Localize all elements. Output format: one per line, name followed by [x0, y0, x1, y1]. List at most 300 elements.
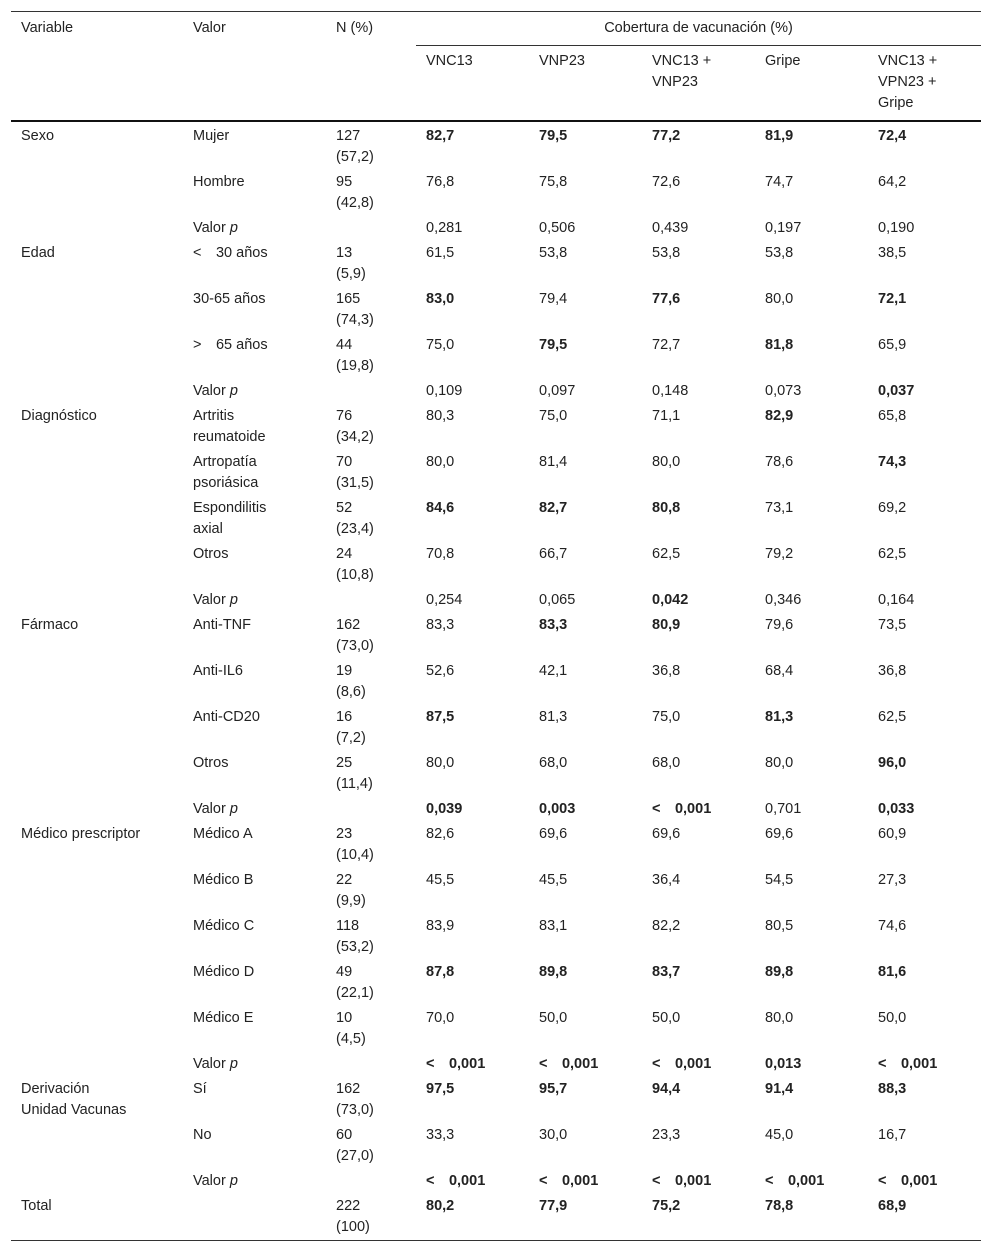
cell-vnc13: 33,3 — [426, 1127, 455, 1143]
cell-n — [326, 1077, 416, 1123]
cell-valor — [183, 1006, 326, 1052]
cell-all: < 0,001 — [878, 1173, 938, 1189]
valor-label-line2: psoriásica — [193, 475, 259, 491]
table-row — [11, 914, 981, 960]
n-count: 49 — [336, 964, 353, 980]
n-count: 222 — [336, 1198, 361, 1214]
cell-vnp23: 30,0 — [539, 1127, 568, 1143]
cell-variable — [11, 1052, 183, 1077]
cell-vnc13: 70,0 — [426, 1010, 455, 1026]
cell-n — [326, 241, 416, 287]
n-count: 70 — [336, 454, 353, 470]
cell-gripe: 78,6 — [765, 454, 794, 470]
cell-vnc13: 70,8 — [426, 546, 455, 562]
cell-vnc13-vnp23: 80,0 — [652, 454, 681, 470]
cell-vnc13: 45,5 — [426, 872, 455, 888]
cell-variable — [11, 1123, 183, 1169]
cell-vnc13-vnp23: 75,0 — [652, 709, 681, 725]
variable-label: Total — [21, 1198, 52, 1214]
cell-all: 72,4 — [878, 128, 907, 144]
cell-variable — [11, 659, 183, 705]
n-count: 60 — [336, 1127, 353, 1143]
n-count: 16 — [336, 709, 353, 725]
table-header — [11, 12, 981, 122]
cell-gripe: 91,4 — [765, 1081, 794, 1097]
valor-label: Artropatía — [193, 454, 257, 470]
col-header-vnp23: VNP23 — [539, 53, 585, 69]
cell-vnp23: 45,5 — [539, 872, 568, 888]
cell-vnp23: 0,506 — [539, 220, 576, 236]
p-value-row — [11, 379, 981, 404]
p-value-row — [11, 1169, 981, 1194]
table-row — [11, 960, 981, 1006]
cell-all: 64,2 — [878, 174, 907, 190]
table-row — [11, 450, 981, 496]
cell-valor — [183, 797, 326, 822]
cell-n — [326, 287, 416, 333]
p-value-label: Valor — [193, 1056, 230, 1072]
cell-all: 62,5 — [878, 709, 907, 725]
cell-vnc13-vnp23: 0,042 — [652, 592, 689, 608]
cell-variable — [11, 542, 183, 588]
p-value-row — [11, 797, 981, 822]
cell-gripe: 80,0 — [765, 755, 794, 771]
cell-n — [326, 333, 416, 379]
variable-label: Derivación — [21, 1081, 90, 1097]
cell-n — [326, 588, 416, 613]
valor-label: Artritis — [193, 408, 235, 424]
cell-all: 0,033 — [878, 801, 915, 817]
col-header-vnc13: VNC13 — [426, 53, 473, 69]
n-count: 22 — [336, 872, 353, 888]
cell-gripe: < 0,001 — [765, 1173, 825, 1189]
cell-valor — [183, 659, 326, 705]
cell-vnp23: 66,7 — [539, 546, 568, 562]
cell-variable — [11, 960, 183, 1006]
valor-label: Espondilitis — [193, 500, 267, 516]
cell-vnp23: 89,8 — [539, 964, 568, 980]
col-header-cobertura: Cobertura de vacunación (%) — [416, 12, 981, 46]
cell-vnc13: 83,0 — [426, 291, 455, 307]
cell-n — [326, 868, 416, 914]
cell-vnc13-vnp23: 69,6 — [652, 826, 681, 842]
table-row — [11, 542, 981, 588]
cell-all: 0,037 — [878, 383, 915, 399]
cell-variable — [11, 404, 183, 450]
cell-valor — [183, 333, 326, 379]
table-row — [11, 404, 981, 450]
cell-vnc13-vnp23: 72,6 — [652, 174, 681, 190]
cell-gripe: 80,0 — [765, 1010, 794, 1026]
cell-vnc13-vnp23: 36,8 — [652, 663, 681, 679]
cell-vnc13-vnp23: 75,2 — [652, 1198, 681, 1214]
cell-gripe: 78,8 — [765, 1198, 794, 1214]
cell-vnc13-vnp23: < 0,001 — [652, 1056, 712, 1072]
cell-all: 38,5 — [878, 245, 907, 261]
valor-label: Médico D — [193, 964, 255, 980]
cell-n — [326, 1006, 416, 1052]
cell-variable — [11, 121, 183, 170]
cell-gripe: 82,9 — [765, 408, 794, 424]
valor-label: Anti-TNF — [193, 617, 251, 633]
valor-label: Médico C — [193, 918, 255, 934]
cell-gripe: 74,7 — [765, 174, 794, 190]
cell-vnc13-vnp23: 77,6 — [652, 291, 681, 307]
table-row — [11, 121, 981, 170]
n-percent: (23,4) — [336, 521, 374, 537]
cell-vnp23: 81,3 — [539, 709, 568, 725]
cell-all: 36,8 — [878, 663, 907, 679]
cell-variable — [11, 1194, 183, 1241]
cell-n — [326, 170, 416, 216]
table-row — [11, 496, 981, 542]
n-count: 165 — [336, 291, 361, 307]
cell-all: 74,3 — [878, 454, 907, 470]
col-header-vnc13-vnp23 — [642, 46, 755, 122]
cell-variable — [11, 333, 183, 379]
cell-vnc13: 84,6 — [426, 500, 455, 516]
cell-n — [326, 450, 416, 496]
cell-valor — [183, 588, 326, 613]
cell-n — [326, 797, 416, 822]
n-percent: (73,0) — [336, 1102, 374, 1118]
cell-vnc13-vnp23: 83,7 — [652, 964, 681, 980]
cell-gripe: 0,701 — [765, 801, 802, 817]
cell-all: 68,9 — [878, 1198, 907, 1214]
n-count: 162 — [336, 617, 361, 633]
cell-gripe: 54,5 — [765, 872, 794, 888]
cell-gripe: 0,073 — [765, 383, 802, 399]
cell-valor — [183, 404, 326, 450]
cell-vnp23: 77,9 — [539, 1198, 568, 1214]
cell-vnc13: 82,7 — [426, 128, 455, 144]
cell-valor — [183, 379, 326, 404]
n-percent: (11,4) — [336, 776, 373, 792]
cell-valor — [183, 1123, 326, 1169]
cell-all: < 0,001 — [878, 1056, 938, 1072]
n-percent: (100) — [336, 1219, 370, 1235]
n-count: 25 — [336, 755, 353, 771]
valor-label: Médico E — [193, 1010, 254, 1026]
cell-all: 27,3 — [878, 872, 907, 888]
cell-gripe: 53,8 — [765, 245, 794, 261]
cell-n — [326, 1123, 416, 1169]
cell-variable — [11, 450, 183, 496]
cell-vnc13-vnp23: 82,2 — [652, 918, 681, 934]
cell-all: 74,6 — [878, 918, 907, 934]
cell-n — [326, 404, 416, 450]
cell-all: 16,7 — [878, 1127, 907, 1143]
cell-valor — [183, 822, 326, 868]
variable-label: Médico prescriptor — [21, 826, 141, 842]
cell-vnp23: 68,0 — [539, 755, 568, 771]
cell-n — [326, 1194, 416, 1241]
n-count: 76 — [336, 408, 353, 424]
col-header-all-line3: Gripe — [878, 95, 914, 111]
cell-vnc13: 0,281 — [426, 220, 463, 236]
cell-vnc13: 82,6 — [426, 826, 455, 842]
n-percent: (22,1) — [336, 985, 374, 1001]
cell-gripe: 79,2 — [765, 546, 794, 562]
cell-variable — [11, 1169, 183, 1194]
n-percent: (8,6) — [336, 684, 366, 700]
cell-gripe: 81,9 — [765, 128, 794, 144]
cell-n — [326, 216, 416, 241]
p-value-label: Valor — [193, 801, 230, 817]
cell-all: 0,190 — [878, 220, 915, 236]
cell-vnp23: 0,097 — [539, 383, 576, 399]
n-count: 24 — [336, 546, 353, 562]
cell-vnc13-vnp23: 80,9 — [652, 617, 681, 633]
cell-valor — [183, 241, 326, 287]
cell-vnp23: < 0,001 — [539, 1173, 599, 1189]
cell-vnc13: 0,254 — [426, 592, 463, 608]
cell-n — [326, 542, 416, 588]
cell-variable — [11, 822, 183, 868]
valor-label-line2: axial — [193, 521, 223, 537]
table-row — [11, 1077, 981, 1123]
cell-gripe: 68,4 — [765, 663, 794, 679]
cell-vnc13: 87,5 — [426, 709, 455, 725]
col-header-n: N (%) — [336, 20, 374, 36]
cell-variable — [11, 914, 183, 960]
cell-n — [326, 705, 416, 751]
cell-vnc13: < 0,001 — [426, 1056, 486, 1072]
cell-valor — [183, 868, 326, 914]
cell-vnc13-vnp23: 68,0 — [652, 755, 681, 771]
cell-variable — [11, 287, 183, 333]
cell-gripe: 45,0 — [765, 1127, 794, 1143]
valor-label: Otros — [193, 755, 229, 771]
cell-vnc13-vnp23: 94,4 — [652, 1081, 681, 1097]
table-row — [11, 751, 981, 797]
cell-vnc13: < 0,001 — [426, 1173, 486, 1189]
n-percent: (19,8) — [336, 358, 374, 374]
valor-label: Sí — [193, 1081, 207, 1097]
cell-n — [326, 496, 416, 542]
cell-variable — [11, 379, 183, 404]
variable-label: Diagnóstico — [21, 408, 97, 424]
col-header-all — [868, 46, 981, 122]
valor-label: Mujer — [193, 128, 230, 144]
cell-all: 72,1 — [878, 291, 907, 307]
cell-vnc13: 97,5 — [426, 1081, 455, 1097]
vaccination-coverage-table-container — [11, 11, 981, 1241]
valor-label: > 65 años — [193, 337, 268, 353]
n-percent: (10,4) — [336, 847, 374, 863]
cell-valor — [183, 1194, 326, 1241]
cell-vnc13: 61,5 — [426, 245, 455, 261]
table-row — [11, 705, 981, 751]
vaccination-coverage-table — [11, 11, 981, 1241]
table-row — [11, 659, 981, 705]
cell-vnc13: 80,3 — [426, 408, 455, 424]
cell-vnc13: 83,3 — [426, 617, 455, 633]
valor-label: Médico A — [193, 826, 253, 842]
cell-n — [326, 121, 416, 170]
cell-valor — [183, 121, 326, 170]
table-row — [11, 1006, 981, 1052]
cell-n — [326, 613, 416, 659]
cell-vnc13: 80,0 — [426, 454, 455, 470]
cell-vnp23: 79,5 — [539, 128, 568, 144]
cell-n — [326, 659, 416, 705]
cell-vnc13-vnp23: < 0,001 — [652, 801, 712, 817]
cell-variable — [11, 705, 183, 751]
table-row — [11, 822, 981, 868]
cell-n — [326, 960, 416, 1006]
cell-all: 62,5 — [878, 546, 907, 562]
cell-variable — [11, 170, 183, 216]
n-count: 127 — [336, 128, 361, 144]
cell-all: 65,9 — [878, 337, 907, 353]
col-header-all-line1: VNC13 + — [878, 53, 938, 69]
n-count: 52 — [336, 500, 353, 516]
cell-vnc13: 0,109 — [426, 383, 463, 399]
cell-vnp23: 95,7 — [539, 1081, 568, 1097]
variable-label: Sexo — [21, 128, 55, 144]
cell-variable — [11, 496, 183, 542]
n-percent: (9,9) — [336, 893, 366, 909]
valor-label: No — [193, 1127, 212, 1143]
n-percent: (73,0) — [336, 638, 374, 654]
cell-all: 73,5 — [878, 617, 907, 633]
valor-label: 30-65 años — [193, 291, 266, 307]
cell-vnc13-vnp23: 62,5 — [652, 546, 681, 562]
valor-label: Anti-CD20 — [193, 709, 260, 725]
cell-vnp23: 75,8 — [539, 174, 568, 190]
cell-valor — [183, 914, 326, 960]
cell-vnp23: 69,6 — [539, 826, 568, 842]
table-row — [11, 170, 981, 216]
table-row — [11, 287, 981, 333]
cell-vnc13: 52,6 — [426, 663, 455, 679]
table-row — [11, 613, 981, 659]
cell-vnp23: 53,8 — [539, 245, 568, 261]
n-count: 19 — [336, 663, 353, 679]
cell-vnp23: 79,5 — [539, 337, 568, 353]
cell-valor — [183, 1077, 326, 1123]
n-count: 44 — [336, 337, 353, 353]
n-percent: (10,8) — [336, 567, 374, 583]
cell-all: 81,6 — [878, 964, 907, 980]
n-count: 118 — [336, 918, 360, 934]
cell-vnc13: 87,8 — [426, 964, 455, 980]
cell-variable — [11, 241, 183, 287]
cell-variable — [11, 868, 183, 914]
cell-vnc13-vnp23: 23,3 — [652, 1127, 681, 1143]
valor-label: Médico B — [193, 872, 254, 888]
col-header-vnc13-vnp23-line1: VNC13 + — [652, 53, 712, 69]
cell-vnp23: 83,3 — [539, 617, 568, 633]
cell-gripe: 69,6 — [765, 826, 794, 842]
cell-gripe: 0,346 — [765, 592, 802, 608]
cell-valor — [183, 496, 326, 542]
cell-vnc13: 76,8 — [426, 174, 455, 190]
cell-gripe: 73,1 — [765, 500, 794, 516]
cell-variable — [11, 1006, 183, 1052]
p-value-symbol: p — [229, 592, 238, 608]
cell-vnp23: 0,065 — [539, 592, 576, 608]
p-value-symbol: p — [229, 220, 238, 236]
p-value-label: Valor — [193, 1173, 230, 1189]
cell-gripe: 79,6 — [765, 617, 794, 633]
cell-vnc13-vnp23: 53,8 — [652, 245, 681, 261]
table-row — [11, 333, 981, 379]
cell-vnc13: 83,9 — [426, 918, 455, 934]
cell-gripe: 0,197 — [765, 220, 802, 236]
cell-variable — [11, 797, 183, 822]
cell-n — [326, 914, 416, 960]
variable-label: Fármaco — [21, 617, 79, 633]
p-value-symbol: p — [229, 1173, 238, 1189]
cell-variable — [11, 613, 183, 659]
cell-variable — [11, 1077, 183, 1123]
cell-valor — [183, 705, 326, 751]
n-percent: (5,9) — [336, 266, 366, 282]
cell-all: 50,0 — [878, 1010, 907, 1026]
table-body — [11, 121, 981, 1241]
cell-vnp23: 0,003 — [539, 801, 576, 817]
valor-label: Anti-IL6 — [193, 663, 243, 679]
table-row — [11, 1194, 981, 1241]
n-count: 95 — [336, 174, 353, 190]
cell-n — [326, 751, 416, 797]
cell-all: 65,8 — [878, 408, 907, 424]
cell-variable — [11, 751, 183, 797]
cell-n — [326, 822, 416, 868]
cell-vnc13-vnp23: 0,439 — [652, 220, 689, 236]
cell-valor — [183, 751, 326, 797]
cell-vnp23: 50,0 — [539, 1010, 568, 1026]
p-value-row — [11, 588, 981, 613]
n-percent: (42,8) — [336, 195, 374, 211]
n-percent: (27,0) — [336, 1148, 374, 1164]
cell-valor — [183, 613, 326, 659]
cell-n — [326, 1052, 416, 1077]
n-count: 10 — [336, 1010, 353, 1026]
cell-vnc13: 0,039 — [426, 801, 463, 817]
p-value-symbol: p — [229, 1056, 238, 1072]
cell-vnc13: 75,0 — [426, 337, 455, 353]
p-value-label: Valor — [193, 383, 230, 399]
cell-vnp23: 79,4 — [539, 291, 568, 307]
cell-all: 96,0 — [878, 755, 907, 771]
n-percent: (4,5) — [336, 1031, 366, 1047]
valor-label: Otros — [193, 546, 229, 562]
valor-label-line2: reumatoide — [193, 429, 266, 445]
cell-vnp23: 75,0 — [539, 408, 568, 424]
cell-all: 0,164 — [878, 592, 915, 608]
n-percent: (31,5) — [336, 475, 374, 491]
cell-vnc13-vnp23: 50,0 — [652, 1010, 681, 1026]
valor-label: Hombre — [193, 174, 245, 190]
cell-vnc13: 80,2 — [426, 1198, 455, 1214]
cell-vnc13-vnp23: 77,2 — [652, 128, 681, 144]
cell-valor — [183, 542, 326, 588]
cell-vnp23: 82,7 — [539, 500, 568, 516]
table-row — [11, 241, 981, 287]
cell-vnc13-vnp23: 0,148 — [652, 383, 689, 399]
cell-vnc13-vnp23: 80,8 — [652, 500, 681, 516]
variable-label-line2: Unidad Vacunas — [21, 1102, 127, 1118]
cell-n — [326, 1169, 416, 1194]
col-header-variable: Variable — [21, 20, 74, 36]
variable-label: Edad — [21, 245, 55, 261]
cell-vnc13-vnp23: < 0,001 — [652, 1173, 712, 1189]
cell-all: 69,2 — [878, 500, 907, 516]
cell-valor — [183, 1052, 326, 1077]
